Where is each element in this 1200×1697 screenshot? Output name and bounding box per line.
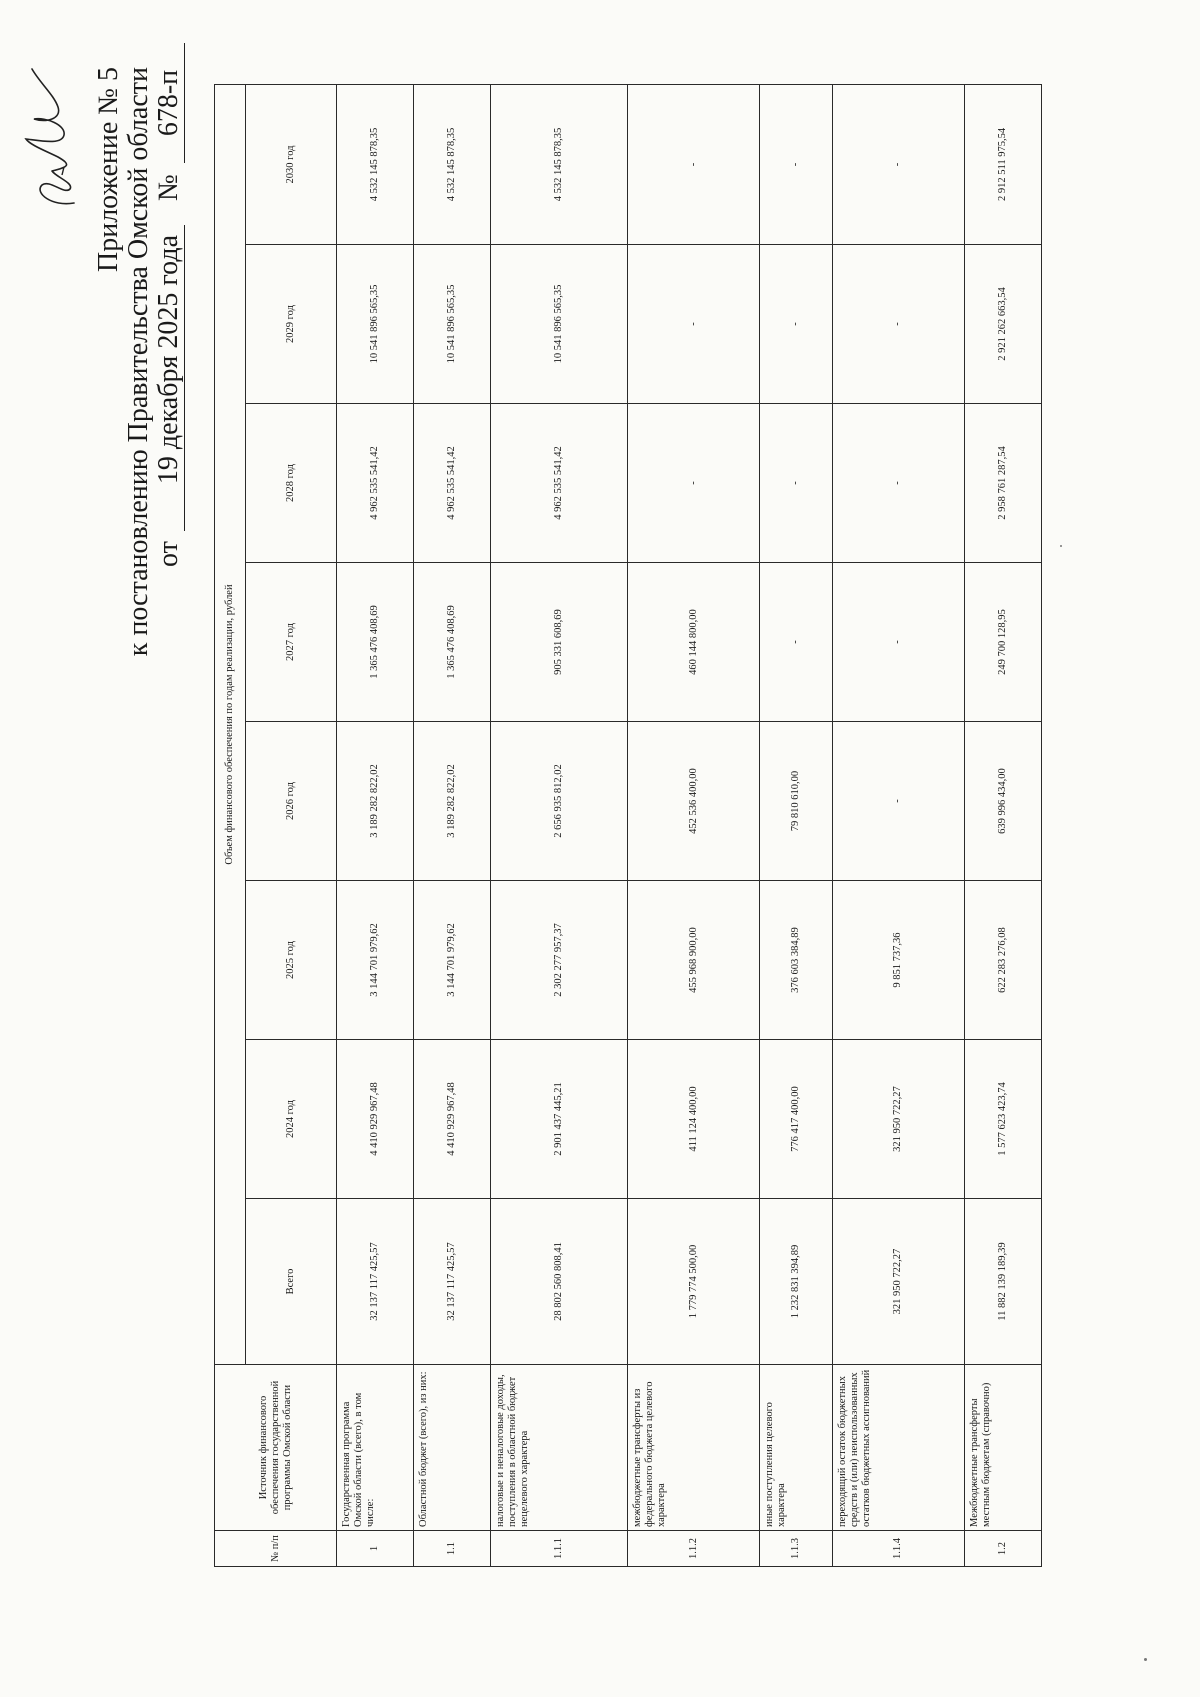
row-year-value: 776 417 400,00: [760, 1040, 832, 1199]
row-year-value: 622 283 276,08: [964, 881, 1041, 1040]
appendix-title: Приложение № 5: [93, 67, 124, 272]
col-header-year: 2026 год: [246, 722, 337, 881]
row-year-value: 639 996 434,00: [964, 722, 1041, 881]
resolution-date: 19 декабря 2025 года: [154, 225, 185, 531]
row-number: 1.1: [414, 1531, 491, 1567]
row-year-value: 3 144 701 979,62: [414, 881, 491, 1040]
row-year-value: 2 302 277 957,37: [491, 881, 628, 1040]
col-header-year: 2030 год: [246, 84, 337, 244]
table-subheader-row: [246, 84, 337, 1566]
row-year-value: 321 950 722,27: [832, 1040, 964, 1199]
row-year-value: 4 532 145 878,35: [491, 84, 628, 244]
row-year-value: 4 532 145 878,35: [337, 84, 414, 244]
col-header-year: 2029 год: [246, 245, 337, 404]
col-header-volume: Объем финансового обеспечения по годам реализации, рублей: [215, 84, 246, 1364]
row-year-value: -: [628, 404, 760, 563]
table-body: [337, 84, 1042, 1566]
row-year-value: -: [760, 404, 832, 563]
row-year-value: -: [628, 84, 760, 244]
scan-speck: [1060, 545, 1062, 547]
row-year-value: 460 144 800,00: [628, 563, 760, 722]
row-source: переходящий остаток бюджетных средств и (или) неиспользованных остатков бюджетных ассигнований: [832, 1365, 964, 1531]
col-header-year: 2028 год: [246, 404, 337, 563]
row-year-value: 2 901 437 445,21: [491, 1040, 628, 1199]
table-row: [628, 84, 760, 1566]
row-year-value: 3 144 701 979,62: [337, 881, 414, 1040]
row-year-value: 4 962 535 541,42: [414, 404, 491, 563]
row-year-value: 905 331 608,69: [491, 563, 628, 722]
table-row: [337, 84, 414, 1566]
row-source: иные поступления целевого характера: [760, 1365, 832, 1531]
row-year-value: 10 541 896 565,35: [414, 245, 491, 404]
row-year-value: 411 124 400,00: [628, 1040, 760, 1199]
row-number: 1.1.3: [760, 1531, 832, 1567]
row-year-value: 2 912 511 975,54: [964, 84, 1041, 244]
row-year-value: 4 962 535 541,42: [491, 404, 628, 563]
table-row: [414, 84, 491, 1566]
row-year-value: 3 189 282 822,02: [414, 722, 491, 881]
row-source: Областной бюджет (всего), из них:: [414, 1365, 491, 1531]
resolution-number: 678-п: [154, 43, 185, 163]
row-total: 321 950 722,27: [832, 1199, 964, 1365]
table-row: [832, 84, 964, 1566]
row-year-value: 3 189 282 822,02: [337, 722, 414, 881]
row-year-value: 376 603 384,89: [760, 881, 832, 1040]
row-year-value: 455 968 900,00: [628, 881, 760, 1040]
row-year-value: 10 541 896 565,35: [337, 245, 414, 404]
row-total: 11 882 139 189,39: [964, 1199, 1041, 1365]
row-source: Межбюджетные трансферты местным бюджетам (справочно): [964, 1365, 1041, 1531]
row-year-value: -: [760, 84, 832, 244]
row-number: 1.1.2: [628, 1531, 760, 1567]
row-number: 1.2: [964, 1531, 1041, 1567]
row-year-value: 4 962 535 541,42: [337, 404, 414, 563]
table-row: [964, 84, 1041, 1566]
row-total: 32 137 117 425,57: [414, 1199, 491, 1365]
row-year-value: 2 656 935 812,02: [491, 722, 628, 881]
row-year-value: -: [832, 404, 964, 563]
row-year-value: 10 541 896 565,35: [491, 245, 628, 404]
row-number: 1: [337, 1531, 414, 1567]
scan-speck: [1144, 1658, 1147, 1661]
row-number: 1.1.4: [832, 1531, 964, 1567]
row-total: 28 802 560 808,41: [491, 1199, 628, 1365]
row-source: Государственная программа Омской области (всего), в том числе:: [337, 1365, 414, 1531]
table-row: [760, 84, 832, 1566]
table-header-row: [215, 84, 246, 1566]
row-total: 1 232 831 394,89: [760, 1199, 832, 1365]
row-year-value: 452 536 400,00: [628, 722, 760, 881]
col-header-source: Источник финансового обеспечения государственной программы Омской области: [215, 1365, 337, 1531]
row-year-value: -: [760, 563, 832, 722]
table-row: [491, 84, 628, 1566]
row-year-value: 9 851 737,36: [832, 881, 964, 1040]
row-year-value: -: [832, 563, 964, 722]
row-year-value: 79 810 610,00: [760, 722, 832, 881]
number-label: №: [153, 174, 184, 201]
row-year-value: -: [760, 245, 832, 404]
row-year-value: 249 700 128,95: [964, 563, 1041, 722]
col-header-year: 2025 год: [246, 881, 337, 1040]
col-header-num: № п/п: [215, 1531, 337, 1567]
col-header-total: Всего: [246, 1199, 337, 1365]
row-year-value: -: [832, 245, 964, 404]
row-year-value: -: [832, 722, 964, 881]
row-year-value: 2 958 761 287,54: [964, 404, 1041, 563]
signature-mark: [12, 65, 92, 215]
row-year-value: -: [832, 84, 964, 244]
row-source: межбюджетные трансферты из федерального бюджета целевого характера: [628, 1365, 760, 1531]
row-year-value: 4 410 929 967,48: [414, 1040, 491, 1199]
resolution-date-line: [154, 27, 186, 567]
row-year-value: -: [628, 245, 760, 404]
row-year-value: 1 365 476 408,69: [337, 563, 414, 722]
row-source: налоговые и неналоговые доходы, поступления в областной бюджет нецелевого характера: [491, 1365, 628, 1531]
document-header: [94, 67, 154, 667]
row-year-value: 4 532 145 878,35: [414, 84, 491, 244]
row-number: 1.1.1: [491, 1531, 628, 1567]
row-year-value: 4 410 929 967,48: [337, 1040, 414, 1199]
row-total: 1 779 774 500,00: [628, 1199, 760, 1365]
from-label: от: [153, 541, 184, 567]
row-total: 32 137 117 425,57: [337, 1199, 414, 1365]
row-year-value: 1 365 476 408,69: [414, 563, 491, 722]
row-year-value: 2 921 262 663,54: [964, 245, 1041, 404]
row-year-value: 1 577 623 423,74: [964, 1040, 1041, 1199]
resolution-line: к постановлению Правительства Омской области: [123, 67, 154, 657]
col-header-year: 2027 год: [246, 563, 337, 722]
col-header-year: 2024 год: [246, 1040, 337, 1199]
financing-table: [214, 84, 1042, 1567]
